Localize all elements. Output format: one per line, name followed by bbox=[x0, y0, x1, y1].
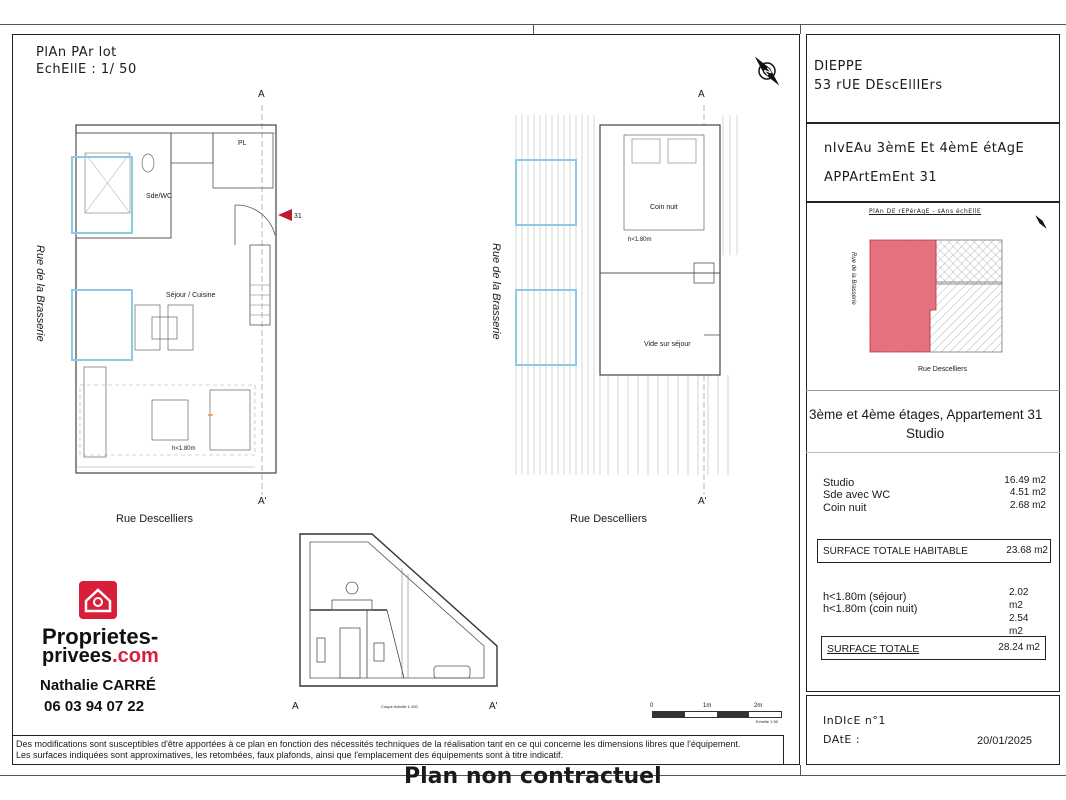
section-drawing bbox=[292, 528, 504, 694]
column-divider-2 bbox=[806, 452, 1060, 453]
surface-value-studio: 16.49 m2 bbox=[1004, 475, 1046, 486]
section-marker-bottom-left: A' bbox=[258, 496, 267, 507]
revision-date-value: 20/01/2025 bbox=[977, 735, 1033, 747]
plan-scale: EchEllE : 1/ 50 bbox=[36, 62, 137, 77]
level-box bbox=[806, 123, 1060, 202]
brand-name: privees bbox=[42, 645, 113, 667]
address-street: 53 rUE DEscEllIErs bbox=[814, 78, 943, 93]
section-label-a: A bbox=[292, 701, 299, 712]
surface-label-bath: Sde avec WC bbox=[823, 489, 891, 501]
room-label-pl: PL bbox=[238, 140, 247, 147]
street-side-left: Rue de la Brasserie bbox=[34, 245, 46, 342]
entry-number: 31 bbox=[294, 213, 302, 220]
low-height-label-sejour: h<1.80m (séjour) bbox=[823, 591, 907, 603]
locator-plan bbox=[868, 238, 1006, 356]
total-habitable-label: SURFACE TOTALE HABITABLE bbox=[823, 546, 968, 557]
brand-domain: .com bbox=[112, 645, 159, 667]
scale-two: 2m bbox=[754, 703, 763, 709]
height-note-left: h<1.80m bbox=[172, 446, 196, 452]
void-label: Vide sur séjour bbox=[644, 341, 691, 348]
locator-title: PlAn DE rEPérAgE - sAns échEllE bbox=[869, 208, 982, 215]
agent-name: Nathalie CARRÉ bbox=[40, 677, 156, 694]
unit-heading: 3ème et 4ème étages, Appartement 31 bbox=[809, 407, 1043, 422]
brand-line-2 bbox=[42, 645, 159, 668]
locator-street-side: Rue de la Brasserie bbox=[850, 252, 856, 305]
low-height-unit-nuit: m2 bbox=[1009, 626, 1023, 637]
floor-plan-upper bbox=[508, 95, 748, 505]
section-label-a-prime: A' bbox=[489, 701, 498, 712]
section-caption: Coupe échelle 1:100 bbox=[381, 704, 418, 709]
scale-caption: Echelle 1:50 bbox=[756, 719, 779, 724]
column-divider-1 bbox=[806, 390, 1060, 391]
height-note-right: h<1.80m bbox=[628, 237, 652, 243]
room-label-living: Séjour / Cuisine bbox=[166, 292, 216, 299]
surface-label-night: Coin nuit bbox=[823, 502, 867, 514]
scale-zero: 0 bbox=[650, 703, 654, 709]
disclaimer-line-2: Les surfaces indiquées sont approximatives, les retombées, faux plafonds, ainsi que l'emplacement des équipements sont à titre indicatif. bbox=[16, 750, 564, 760]
level-line-1: nIvEAu 3èmE Et 4èmE étAgE bbox=[824, 141, 1025, 156]
low-height-label-nuit: h<1.80m (coin nuit) bbox=[823, 603, 918, 615]
revision-date-label: DAtE : bbox=[823, 733, 861, 746]
total-surface-value: 28.24 m2 bbox=[998, 642, 1040, 653]
level-line-2: APPArtEmEnt 31 bbox=[824, 170, 938, 185]
surface-value-bath: 4.51 m2 bbox=[1009, 487, 1046, 498]
street-side-right: Rue de la Brasserie bbox=[490, 243, 502, 340]
scale-one: 1m bbox=[703, 703, 712, 709]
north-arrow-icon bbox=[742, 48, 792, 94]
disclaimer-line-1: Des modifications sont susceptibles d'être apportées à ce plan en fonction des nécessités techniques de la réalisation tant en ce qui concerne les dimensions libres que l'équipement. bbox=[16, 739, 741, 749]
section-marker-bottom-right: A' bbox=[698, 496, 707, 507]
street-bottom-left: Rue Descelliers bbox=[116, 513, 194, 525]
plan-title: PlAn PAr lot bbox=[36, 45, 117, 60]
section-marker-top-right: A bbox=[698, 89, 705, 100]
brand-house-icon bbox=[78, 580, 118, 620]
surface-label-studio: Studio bbox=[823, 477, 855, 489]
low-height-unit-sejour: m2 bbox=[1009, 600, 1023, 611]
unit-type: Studio bbox=[906, 426, 945, 441]
total-surface-label: SURFACE TOTALE bbox=[827, 643, 920, 655]
floor-plan-lower bbox=[60, 95, 300, 505]
revision-box bbox=[806, 695, 1060, 765]
street-bottom-right: Rue Descelliers bbox=[570, 513, 648, 525]
locator-street-bottom: Rue Descelliers bbox=[918, 366, 968, 373]
low-height-value-nuit: 2.54 bbox=[1009, 613, 1029, 624]
low-height-value-sejour: 2.02 bbox=[1009, 587, 1029, 598]
room-label-night: Coin nuit bbox=[650, 204, 678, 211]
brand-line-1: Proprietes- bbox=[42, 624, 159, 649]
section-marker-top-left: A bbox=[258, 89, 265, 100]
agent-phone: 06 03 94 07 22 bbox=[44, 698, 145, 715]
revision-index: InDIcE n°1 bbox=[823, 714, 886, 727]
total-habitable-value: 23.68 m2 bbox=[1006, 545, 1048, 556]
scale-bar bbox=[652, 711, 782, 718]
address-city: DIEPPE bbox=[814, 59, 863, 74]
svg-text:N: N bbox=[762, 65, 774, 78]
footer-banner: Plan non contractuel bbox=[404, 764, 662, 789]
locator-compass-icon bbox=[1030, 212, 1052, 232]
room-label-bath: Sde/WC bbox=[146, 193, 173, 200]
surface-value-night: 2.68 m2 bbox=[1009, 500, 1046, 511]
